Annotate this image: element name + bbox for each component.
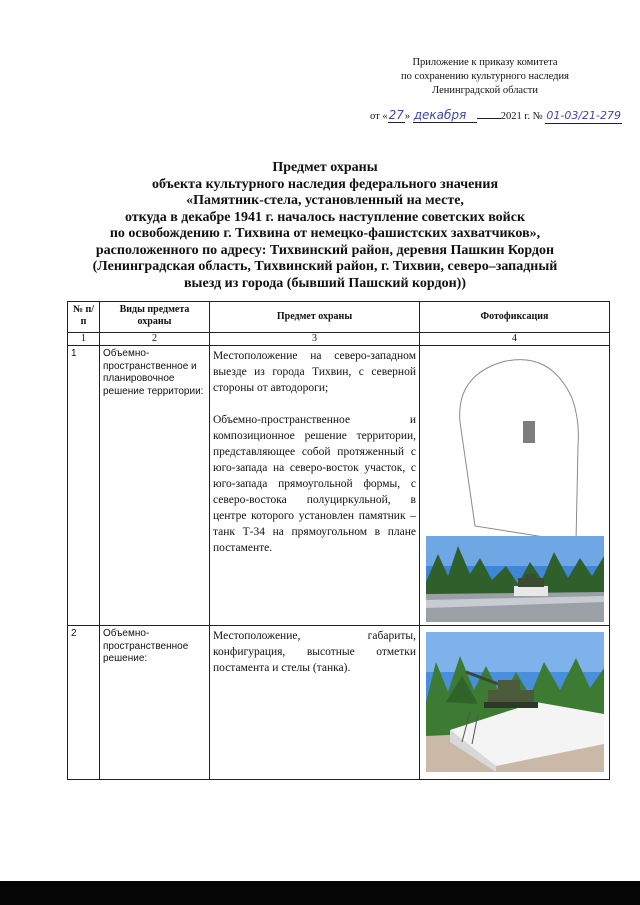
column-numbers-row	[68, 333, 610, 346]
order-blank	[477, 118, 501, 119]
row-1-subject-location: Местоположение на северо-западном выезде из города Тихвин, с северной стороны от автодороги;	[213, 350, 416, 394]
order-year: 2021 г. №	[500, 111, 543, 122]
row-1-subject-composition: Объемно-пространственное и композиционное решение территории, представляющее собой протяженный с юго-запада на северо-восток участок, с юго-запада прямоугольной формы, с северо-востока полуциркульной, в центре которого установлен памятник – танк Т-34 на прямоугольном в плане постаменте.	[213, 414, 416, 554]
table-row	[68, 346, 610, 626]
col-number-3: 3	[210, 333, 420, 346]
header-photo: Фотофиксация	[420, 302, 610, 333]
row-2-subject	[210, 626, 420, 780]
monument-photo-1	[426, 536, 604, 622]
row-1-kind: Объемно-пространственное и планировочное решение территории:	[100, 346, 210, 626]
title-line-3: «Памятник-стела, установленный на месте,	[186, 193, 464, 208]
title-line-1: Предмет охраны	[272, 160, 378, 175]
appendix-header	[360, 56, 610, 98]
appendix-line-3: Ленинградской области	[432, 85, 538, 96]
table-header-row	[68, 302, 610, 333]
header-kind: Виды предмета охраны	[100, 302, 210, 333]
title-line-4: откуда в декабре 1941 г. началось наступление советских войск	[124, 209, 526, 225]
monument-plan-marker	[523, 421, 535, 443]
title-line-2: объекта культурного наследия федерального значения	[151, 176, 499, 192]
order-prefix: от «	[370, 111, 388, 122]
title-line-6: расположенного по адресу: Тихвинский район, деревня Пашкин Кордон	[95, 242, 555, 258]
appendix-line-1: Приложение к приказу комитета	[412, 57, 558, 68]
row-1-subject	[210, 346, 420, 626]
title-line-5: по освобождению г. Тихвина от немецко-фашистских захватчиков»,	[109, 226, 541, 241]
header-number: № п/п	[68, 302, 100, 333]
order-day-handwritten: 27	[388, 108, 404, 122]
col-number-2: 2	[100, 333, 210, 346]
col-number-1: 1	[68, 333, 100, 346]
row-2-kind: Объемно-пространственное решение:	[100, 626, 210, 780]
row-2-number: 2	[68, 626, 100, 780]
row-2-photos	[420, 626, 610, 780]
document-title	[60, 160, 590, 292]
title-line-7: (Ленинградская область, Тихвинский район, г. Тихвин, северо–западный	[92, 259, 558, 274]
row-2-subject-text: Местоположение, габариты, конфигурация, высотные отметки постамента и стелы (танка).	[213, 630, 416, 674]
order-reference	[370, 108, 622, 124]
col-number-4: 4	[420, 333, 610, 346]
protection-subject-table	[67, 301, 610, 780]
table-row	[68, 626, 610, 780]
order-mid: »	[404, 111, 413, 122]
order-number-handwritten: 01-03/21-279	[546, 109, 622, 122]
appendix-line-2: по сохранению культурного наследия	[401, 71, 569, 82]
row-1-number: 1	[68, 346, 100, 626]
monument-photo-2	[426, 632, 604, 772]
order-month-handwritten: декабря	[413, 108, 477, 123]
header-subject: Предмет охраны	[210, 302, 420, 333]
row-1-photos	[420, 346, 610, 626]
title-line-8: выезд из города (бывший Пашский кордон))	[183, 275, 466, 291]
scan-border	[0, 881, 640, 905]
